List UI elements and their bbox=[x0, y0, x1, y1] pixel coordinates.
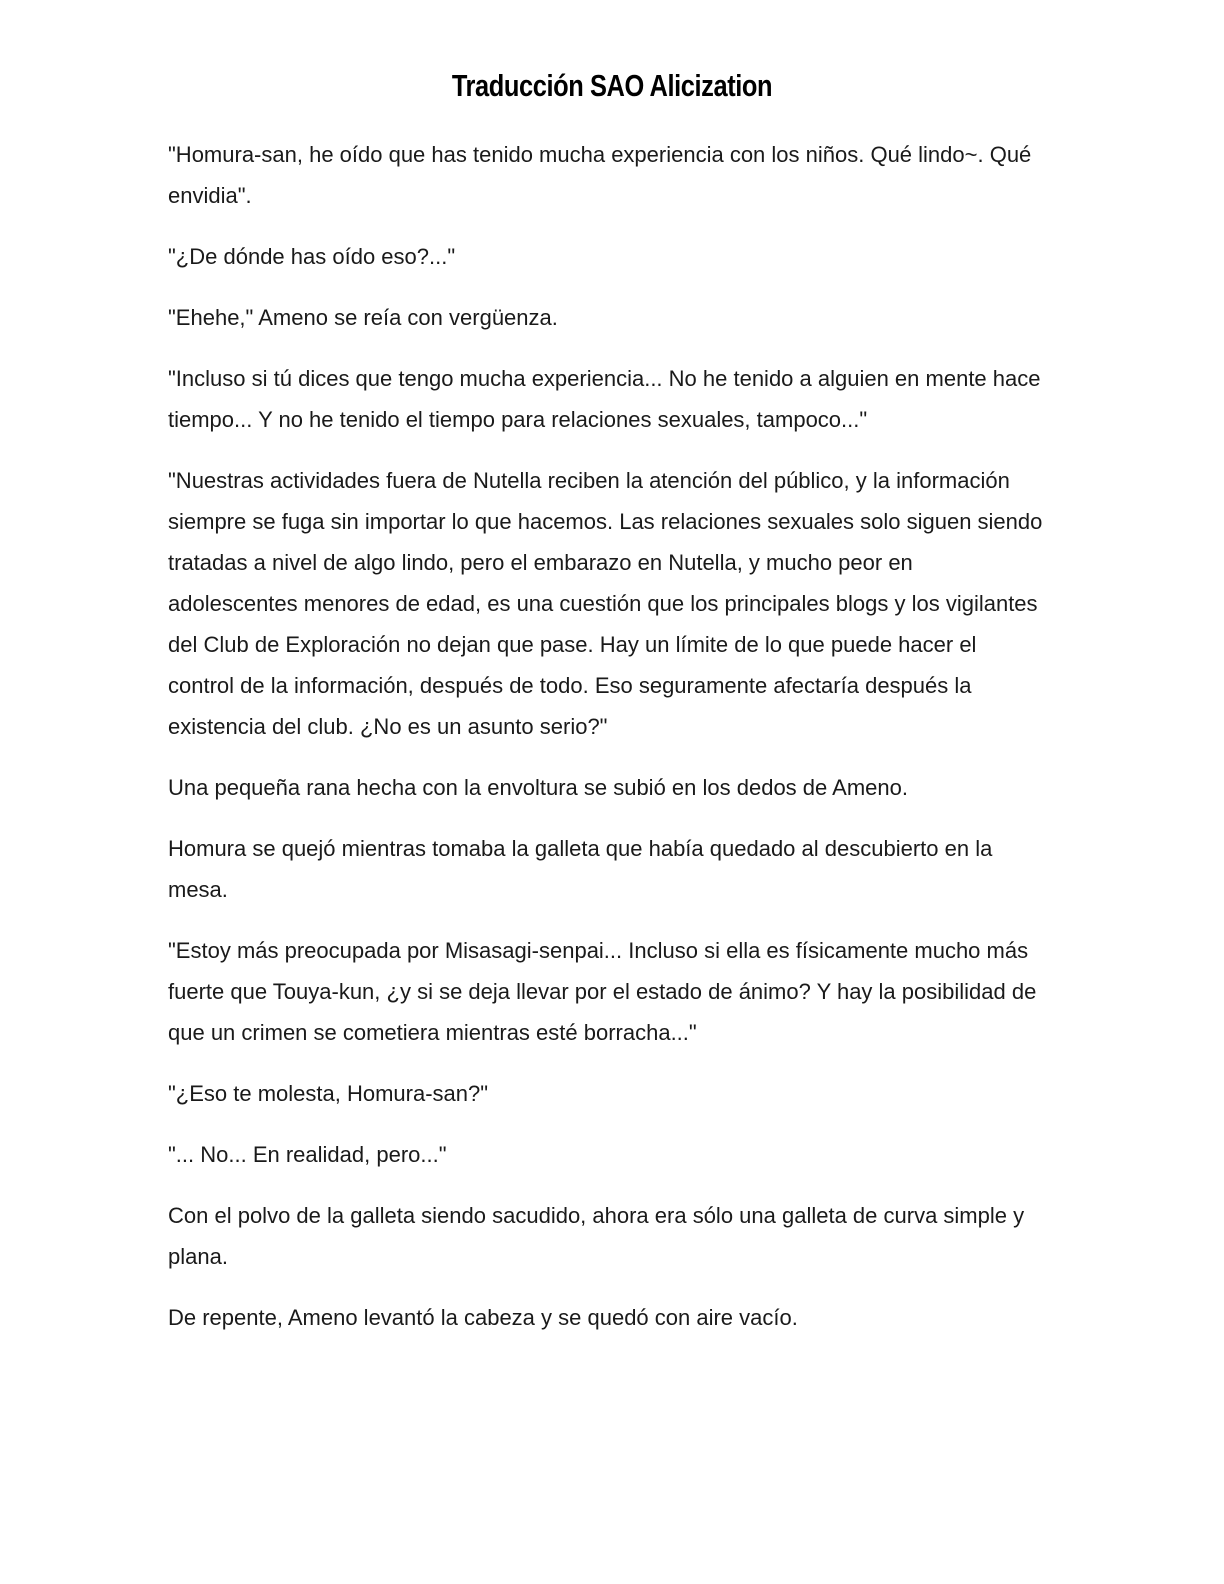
paragraph: "Estoy más preocupada por Misasagi-senpai... Incluso si ella es físicamente mucho más fuerte que Touya-kun, ¿y si se deja llevar por el estado de ánimo? Y hay la posibilidad de que un crimen se cometiera mientras esté borracha..." bbox=[168, 938, 1037, 1045]
paragraph: "Homura-san, he oído que has tenido mucha experiencia con los niños. Qué lindo~. Qué envidia". bbox=[168, 142, 1032, 208]
paragraph: Con el polvo de la galleta siendo sacudido, ahora era sólo una galleta de curva simple y plana. bbox=[168, 1203, 1025, 1269]
paragraph: "... No... En realidad, pero..." bbox=[168, 1142, 447, 1167]
paragraph: Homura se quejó mientras tomaba la galleta que había quedado al descubierto en la mesa. bbox=[168, 836, 993, 902]
paragraph: "¿Eso te molesta, Homura-san?" bbox=[168, 1081, 489, 1106]
paragraph: De repente, Ameno levantó la cabeza y se quedó con aire vacío. bbox=[168, 1305, 798, 1330]
paragraph: "Nuestras actividades fuera de Nutella reciben la atención del público, y la información siempre se fuga sin importar lo que hacemos. Las relaciones sexuales solo siguen siendo tratadas a nivel de algo lindo, pero el embarazo en Nutella, y mucho peor en adolescentes menores de edad, es una cuestión que los principales blogs y los vigilantes del Club de Exploración no dejan que pase. Hay un límite de lo que puede hacer el control de la información, después de todo. Eso seguramente afectaría después la existencia del club. ¿No es un asunto serio?" bbox=[168, 468, 1043, 739]
body-text bbox=[168, 134, 1048, 1358]
page-title: Traducción SAO Alicization bbox=[451, 68, 773, 103]
paragraph: "Ehehe," Ameno se reía con vergüenza. bbox=[168, 305, 558, 330]
paragraph: "Incluso si tú dices que tengo mucha experiencia... No he tenido a alguien en mente hace tiempo... Y no he tenido el tiempo para relaciones sexuales, tampoco..." bbox=[168, 366, 1041, 432]
paragraph: Una pequeña rana hecha con la envoltura se subió en los dedos de Ameno. bbox=[168, 775, 908, 800]
paragraph: "¿De dónde has oído eso?..." bbox=[168, 244, 456, 269]
